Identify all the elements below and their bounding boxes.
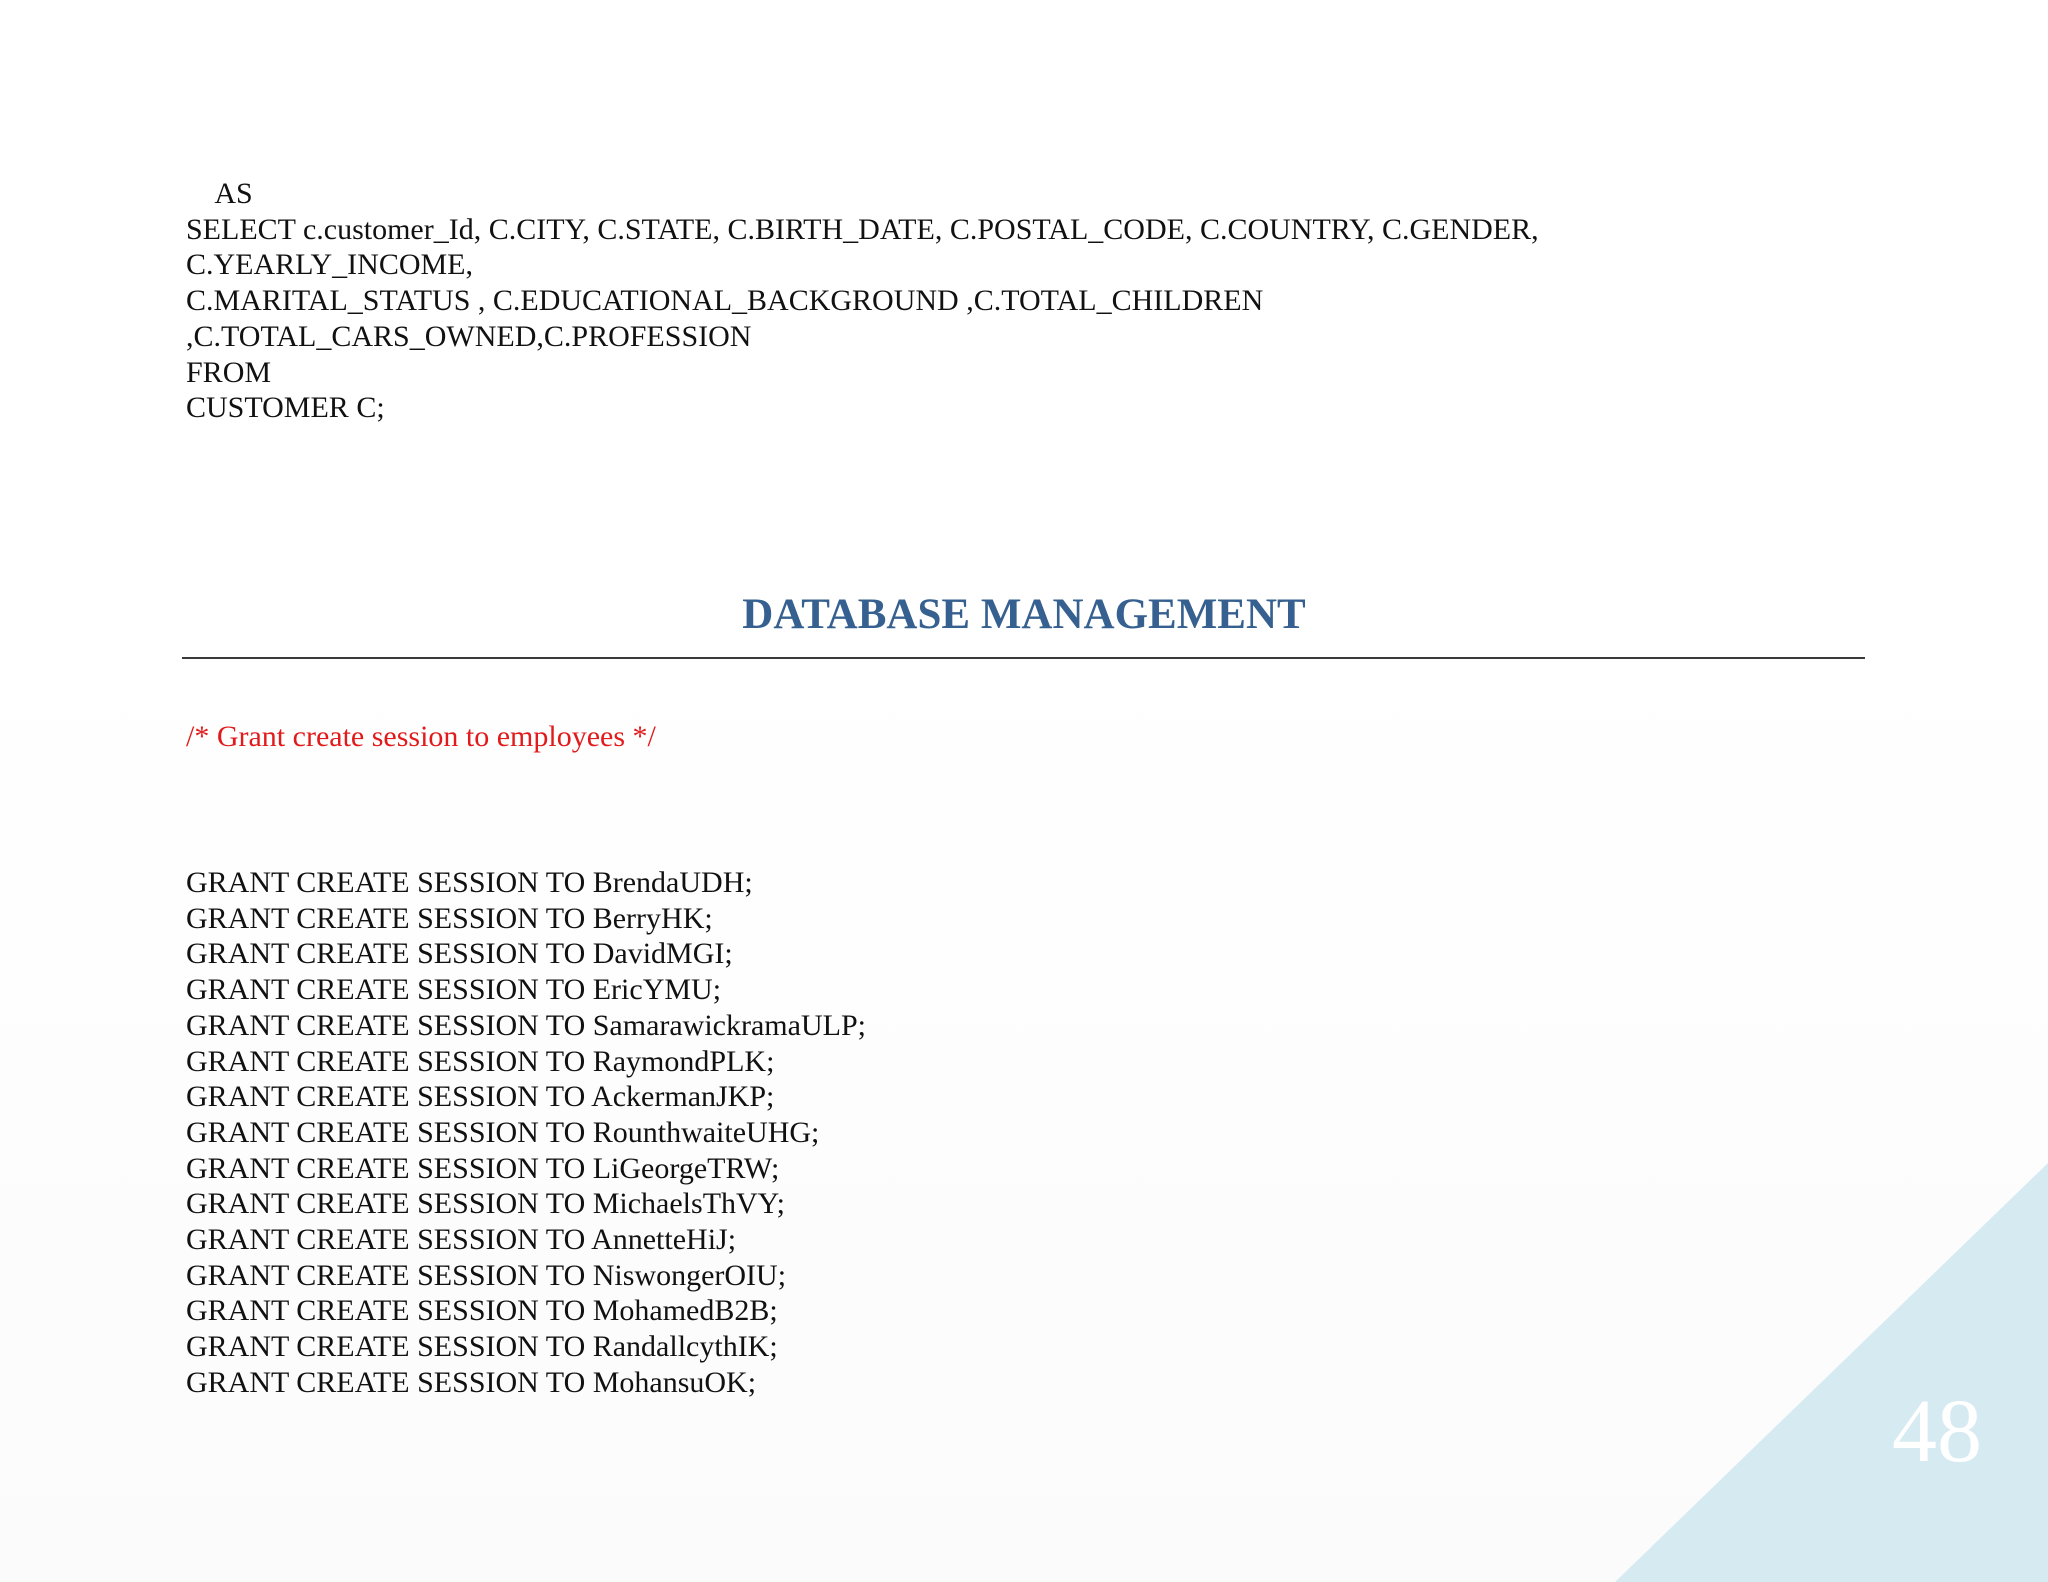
sql-code-line: SELECT c.customer_Id, C.CITY, C.STATE, C.BIRTH_DATE, C.POSTAL_CODE, C.COUNTRY, C.GENDER, [186,212,1539,246]
grant-statement-line: GRANT CREATE SESSION TO DavidMGI; [186,937,733,971]
grant-statement-line: GRANT CREATE SESSION TO SamarawickramaULP; [186,1008,866,1042]
grant-statement-line: GRANT CREATE SESSION TO BrendaUDH; [186,866,753,899]
page-number: 48 [1892,1382,1982,1481]
grant-statement-line: GRANT CREATE SESSION TO LiGeorgeTRW; [186,1151,780,1185]
grant-statement-line: GRANT CREATE SESSION TO MichaelsThVY; [186,1187,785,1221]
grant-statement-line: GRANT CREATE SESSION TO RandallcythIK; [186,1330,778,1364]
grant-statement-line: GRANT CREATE SESSION TO AckermanJKP; [186,1080,775,1114]
grant-statement-line: GRANT CREATE SESSION TO MohamedB2B; [186,1294,778,1328]
grant-statement-line: GRANT CREATE SESSION TO RounthwaiteUHG; [186,1115,820,1149]
grant-statements-block [186,865,866,1401]
grant-statement-line: GRANT CREATE SESSION TO RaymondPLK; [186,1044,775,1078]
section-divider [182,657,1865,659]
sql-code-line: CUSTOMER C; [186,391,385,425]
grant-statement-line: GRANT CREATE SESSION TO MohansuOK; [186,1365,757,1399]
sql-code-line: C.MARITAL_STATUS , C.EDUCATIONAL_BACKGROUND ,C.TOTAL_CHILDREN [186,284,1264,318]
sql-comment: /* Grant create session to employees */ [186,720,656,753]
grant-statement-line: GRANT CREATE SESSION TO EricYMU; [186,973,722,1007]
grant-statement-line: GRANT CREATE SESSION TO NiswongerOIU; [186,1258,787,1292]
sql-code-line: AS [186,177,253,210]
section-title: DATABASE MANAGEMENT [742,591,1306,638]
grant-statement-line: GRANT CREATE SESSION TO AnnetteHiJ; [186,1223,737,1257]
sql-code-line: ,C.TOTAL_CARS_OWNED,C.PROFESSION [186,319,752,353]
sql-select-code-block [186,176,1539,426]
grant-statement-line: GRANT CREATE SESSION TO BerryHK; [186,901,713,935]
sql-code-line: FROM [186,355,272,389]
sql-code-line: C.YEARLY_INCOME, [186,248,473,282]
